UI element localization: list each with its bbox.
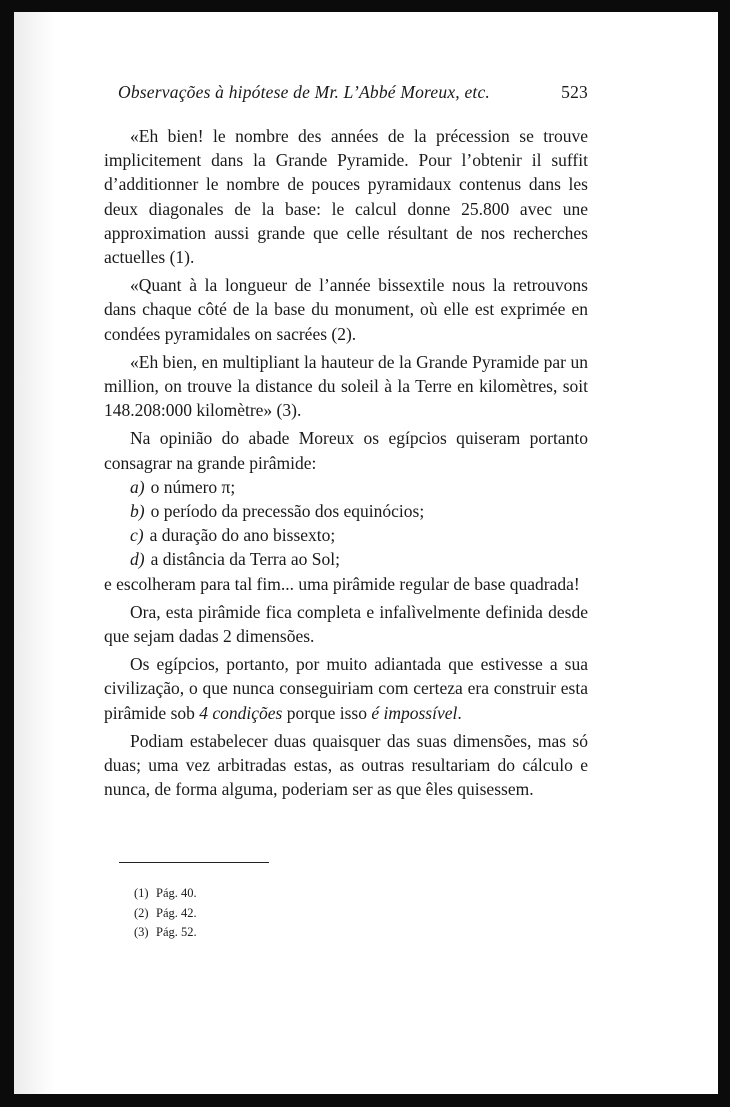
running-title: Observações à hipótese de Mr. L’Abbé Moreux, etc. — [118, 82, 491, 102]
paragraph-7-mid: porque isso — [286, 702, 367, 723]
emphasis-conditions: 4 condições — [199, 702, 283, 723]
list-text: a duração do ano bissexto; — [149, 525, 336, 546]
paragraph-4-indented — [104, 426, 588, 474]
paragraph-4: Na opinião do abade Moreux os egípcios quiseram portanto consagrar na grande pirâmide: — [104, 428, 588, 473]
body-text — [104, 124, 588, 805]
list-label: b) — [130, 501, 145, 522]
running-header — [118, 82, 588, 103]
paragraph-6: Ora, esta pirâmide fica completa e infalìvelmente definida desde que sejam dadas 2 dimensões. — [104, 601, 588, 647]
list-text: a distância da Terra ao Sol; — [150, 549, 341, 570]
footnote-text: Pág. 52. — [156, 925, 197, 939]
footnote — [134, 923, 197, 943]
paragraph-8: Podiam estabelecer duas quaisquer das suas dimensões, mas só duas; uma vez arbitradas estas, as outras resultariam do cálculo e nunca, de forma alguma, poderiam ser as que êles quisessem. — [104, 730, 588, 800]
footnote-number: (3) — [134, 925, 149, 939]
paragraph-7 — [104, 652, 588, 725]
list-item — [104, 499, 588, 523]
paragraph-5: e escolheram para tal fim... uma pirâmide regular de base quadrada! — [104, 573, 580, 594]
footnote — [134, 884, 197, 904]
list-label: c) — [130, 525, 144, 546]
paragraph-3: «Eh bien, en multipliant la hauteur de la Grande Pyramide par un million, on trouve la distance du soleil à la Terre en kilomètres, soit 148.208:000 kilomètre» (3). — [104, 351, 588, 421]
list-item — [104, 547, 588, 571]
paragraph-7-start: Os egípcios, portanto, por muito adiantada que estivesse a sua civilização, o que nunca conseguiriam com certeza era construir esta pirâmide sob — [104, 654, 588, 723]
book-page — [14, 12, 718, 1094]
footnote-text: Pág. 42. — [156, 905, 197, 920]
enumerated-list — [104, 475, 588, 572]
emphasis-impossible: é impossível — [371, 702, 458, 723]
footnote-number: (1) — [134, 886, 149, 900]
footnote-number: (2) — [134, 905, 149, 920]
paragraph-2: «Quant à la longueur de l’année bissextile nous la retrouvons dans chaque côté de la base du monument, où elle est exprimée en condées pyramidales on sacrées (2). — [104, 275, 588, 344]
paragraph-1: «Eh bien! le nombre des années de la précession se trouve implicitement dans la Grande Pyramide. Pour l’obtenir il suffit d’additionner le nombre de pouces pyramidaux contenus dans les deux diagonales de la base: le calcul donne 25.800 avec une approximation aussi grande que celle résultant de nos recherches actuelles (1). — [104, 126, 588, 268]
list-text: o número π; — [150, 476, 236, 497]
list-label: d) — [130, 549, 145, 570]
list-label: a) — [130, 476, 145, 497]
list-text: o período da precessão dos equinócios; — [150, 501, 425, 522]
footnote-divider — [119, 862, 269, 863]
footnote — [134, 904, 197, 924]
list-item — [104, 475, 588, 499]
list-item — [104, 523, 588, 547]
footnote-text: Pág. 40. — [156, 886, 197, 900]
footnotes — [134, 884, 197, 943]
paragraph-7-end: . — [457, 702, 462, 723]
page-number: 523 — [561, 82, 588, 102]
